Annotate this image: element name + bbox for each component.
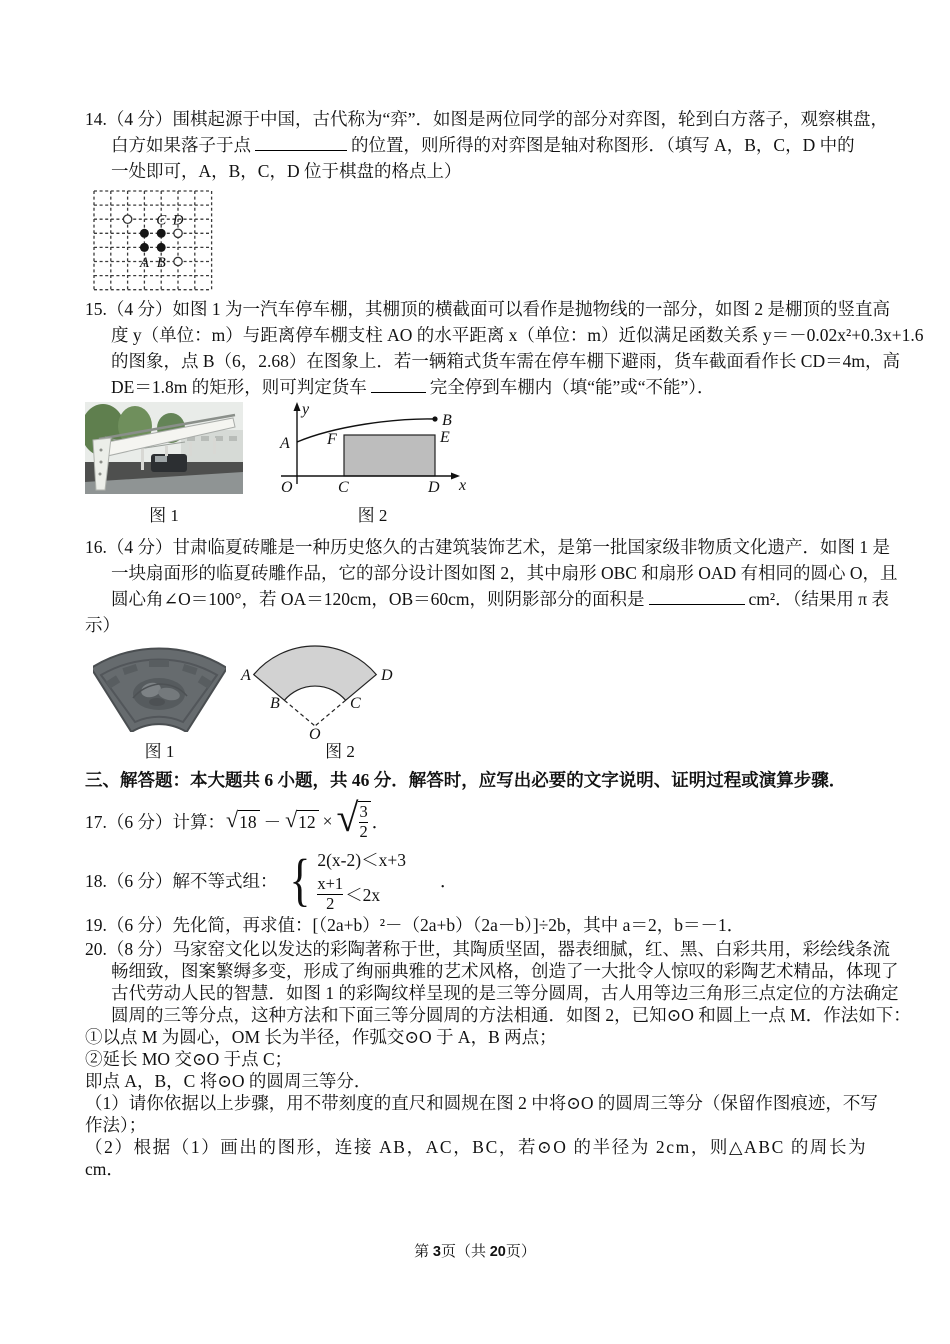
q16-line-3-after: cm²．（结果用 π 表	[748, 589, 889, 609]
q15-line-4-after: 完全停到车棚内（填“能”或“不能”）．	[429, 377, 715, 397]
q15-answer-blank	[371, 377, 426, 393]
q16-answer-blank	[649, 589, 745, 605]
q14-answer-blank	[255, 135, 347, 151]
q16-figures	[85, 638, 885, 740]
graph-label-O: O	[281, 479, 293, 496]
section-3-header: 三、解答题：本大题共 6 小题，共 46 分．解答时，应写出必要的文字说明、证明过程或演算步骤．	[85, 770, 847, 790]
q17-times: ×	[322, 810, 333, 831]
q18-prefix: 18.（6 分）解不等式组：	[85, 870, 278, 891]
q20-step-2: ②延长 MO 交⊙O 于点 C；	[85, 1049, 293, 1069]
graph-label-x: x	[459, 477, 467, 494]
q20-line-1: 20.（8 分）马家窑文化以发达的彩陶著称于世，其陶质坚固，器表细腻，红、黑、白彩共用，彩绘线条流	[85, 939, 890, 959]
q16-line-1: 16.（4 分）甘肃临夏砖雕是一种历史悠久的古建筑装饰艺术，是第一批国家级非物质文化遗产．如图 1 是	[85, 537, 890, 557]
radical-sign: √	[285, 806, 298, 832]
svg-text:A: A	[139, 255, 149, 271]
question-20	[85, 938, 911, 1180]
q20-part-1: （1）请你依据以上步骤，用不带刻度的直尺和圆规在图 2 中将⊙O 的圆周三等分（保留作图痕迹，不写	[85, 1093, 878, 1113]
q20-conclusion: 即点 A，B，C 将⊙O 的圆周三等分．	[85, 1071, 372, 1091]
q18-inequality-2: $\frac{x+1}{2}$ ＜2x	[317, 874, 381, 913]
graph-label-C: C	[338, 479, 349, 496]
q20-line-3: 古代劳动人民的智慧．如图 1 的彩陶纹样呈现的是三等分圆周，古人用等边三角形三点定位的方法确定	[111, 983, 899, 1003]
carport-photo	[85, 402, 243, 494]
q17-sqrt-frac: √ $\frac{3}{2}$	[337, 801, 371, 840]
sector-label-A: A	[241, 667, 251, 684]
footer-suffix: 页）	[505, 1244, 536, 1260]
graph-label-A: A	[280, 435, 290, 452]
q20-part-1-cont: 作法）；	[85, 1115, 147, 1135]
radical-sign: √	[226, 806, 239, 832]
q18-period: ．	[439, 870, 458, 891]
q15-line-3: 的图象，点 B（6，2.68）在图象上．若一辆箱式货车需在停车棚下避雨，货车截面看作长 CD＝4m，高	[111, 351, 900, 371]
footer-total-pages: 20	[489, 1244, 506, 1260]
graph-label-E: E	[440, 429, 450, 446]
question-15	[85, 296, 924, 400]
q15-captions	[85, 504, 885, 528]
q14-line-2-before: 白方如果落子于点	[111, 135, 251, 155]
q16-caption-1: 图 1	[144, 742, 175, 761]
q14-line-2-after: 的位置，则所得的对弈图是轴对称图形．（填写 A，B，C，D 中的	[351, 135, 855, 155]
graph-label-F: F	[327, 431, 337, 448]
q17-sqrt-12: √ 12	[285, 810, 319, 833]
question-16	[85, 534, 898, 638]
q15-line-1: 15.（4 分）如图 1 为一汽车停车棚，其棚顶的横截面可以看作是抛物线的一部分，如图 2 是棚顶的竖直高	[85, 299, 890, 319]
graph-label-D: D	[428, 479, 440, 496]
question-19: 19.（6 分）先化简，再求值：[（2a+b）²－（2a+b）（2a－b）]÷2b，其中 a＝2，b＝－1．	[85, 915, 745, 935]
q20-part-2-cont: cm．	[85, 1159, 124, 1179]
q16-line-4: 示）	[85, 615, 120, 635]
system-brace: {	[288, 847, 310, 912]
brick-carving-photo	[93, 638, 226, 732]
page-footer	[0, 1240, 950, 1261]
footer-middle: 页（共	[440, 1244, 490, 1260]
svg-text:B: B	[156, 255, 166, 271]
q15-graph-figure	[275, 402, 470, 504]
q20-line-2: 畅细致，图案繁缛多变，形成了绚丽典雅的艺术风格，创造了一大批令人惊叹的彩陶艺术精品，体现了	[111, 961, 899, 981]
q17-period: ．	[371, 811, 390, 832]
question-17	[85, 794, 885, 848]
q18-inequality-1: 2(x-2)＜x+3	[317, 850, 406, 871]
question-14	[85, 106, 889, 184]
q16-line-3	[85, 586, 889, 612]
q14-line-1: 14.（4 分）围棋起源于中国，古代称为“弈”．如图是两位同学的部分对弈图，轮到白方落子，观察棋盘，	[85, 109, 889, 129]
q15-figures	[85, 402, 885, 504]
q16-line-2: 一块扇面形的临夏砖雕作品，它的部分设计图如图 2，其中扇形 OBC 和扇形 OAD 有相同的圆心 O，且	[111, 563, 898, 583]
page-content	[85, 106, 924, 1180]
q15-caption-1: 图 1	[149, 506, 179, 525]
svg-text:C: C	[156, 212, 167, 229]
q16-line-3-before: 圆心角∠O＝100°，若 OA＝120cm，OB＝60cm，则阴影部分的面积是	[111, 589, 645, 609]
go-board-figure	[87, 186, 219, 294]
graph-label-y: y	[302, 402, 310, 418]
footer-page-number: 3	[432, 1244, 441, 1260]
q15-line-2: 度 y（单位：m）与距离停车棚支柱 AO 的水平距离 x（单位：m）近似满足函数关系 y＝－0.02x²+0.3x+1.6	[111, 325, 924, 345]
radical-sign: √	[336, 795, 359, 841]
q16-sector-figure	[240, 638, 440, 740]
q14-line-3: 一处即可，A，B，C，D 位于棋盘的格点上）	[111, 161, 462, 181]
q20-line-4: 圆周的三等分点，这种方法和下面三等分圆周的方法相通．如图 2，已知⊙O 和圆上一点 M．作法如下：	[111, 1005, 911, 1025]
graph-label-B: B	[442, 412, 452, 429]
q14-line-2	[85, 132, 885, 158]
sector-label-D: D	[381, 667, 393, 684]
sector-label-O: O	[309, 726, 321, 740]
q20-step-1: ①以点 M 为圆心，OM 长为半径，作弧交⊙O 于 A，B 两点；	[85, 1027, 557, 1047]
q16-caption-2: 图 2	[325, 742, 355, 761]
svg-text:D: D	[172, 212, 184, 229]
sector-label-B: B	[270, 695, 280, 712]
q15-line-4	[85, 374, 885, 400]
q18-system	[317, 847, 406, 912]
q17-sqrt-18: √ 18	[226, 810, 260, 833]
q15-caption-2: 图 2	[357, 506, 388, 525]
footer-prefix: 第	[414, 1244, 433, 1260]
q16-captions	[85, 740, 885, 764]
q17-minus: －	[263, 811, 282, 832]
q17-prefix: 17.（6 分）计算：	[85, 811, 225, 832]
q15-line-4-before: DE＝1.8m 的矩形，则可判定货车	[111, 377, 367, 397]
sector-label-C: C	[350, 695, 361, 712]
q20-part-2: （2）根据（1）画出的图形，连接 AB，AC，BC，若⊙O 的半径为 2cm，则△ABC 的周长为	[85, 1137, 868, 1157]
question-18	[85, 848, 885, 912]
